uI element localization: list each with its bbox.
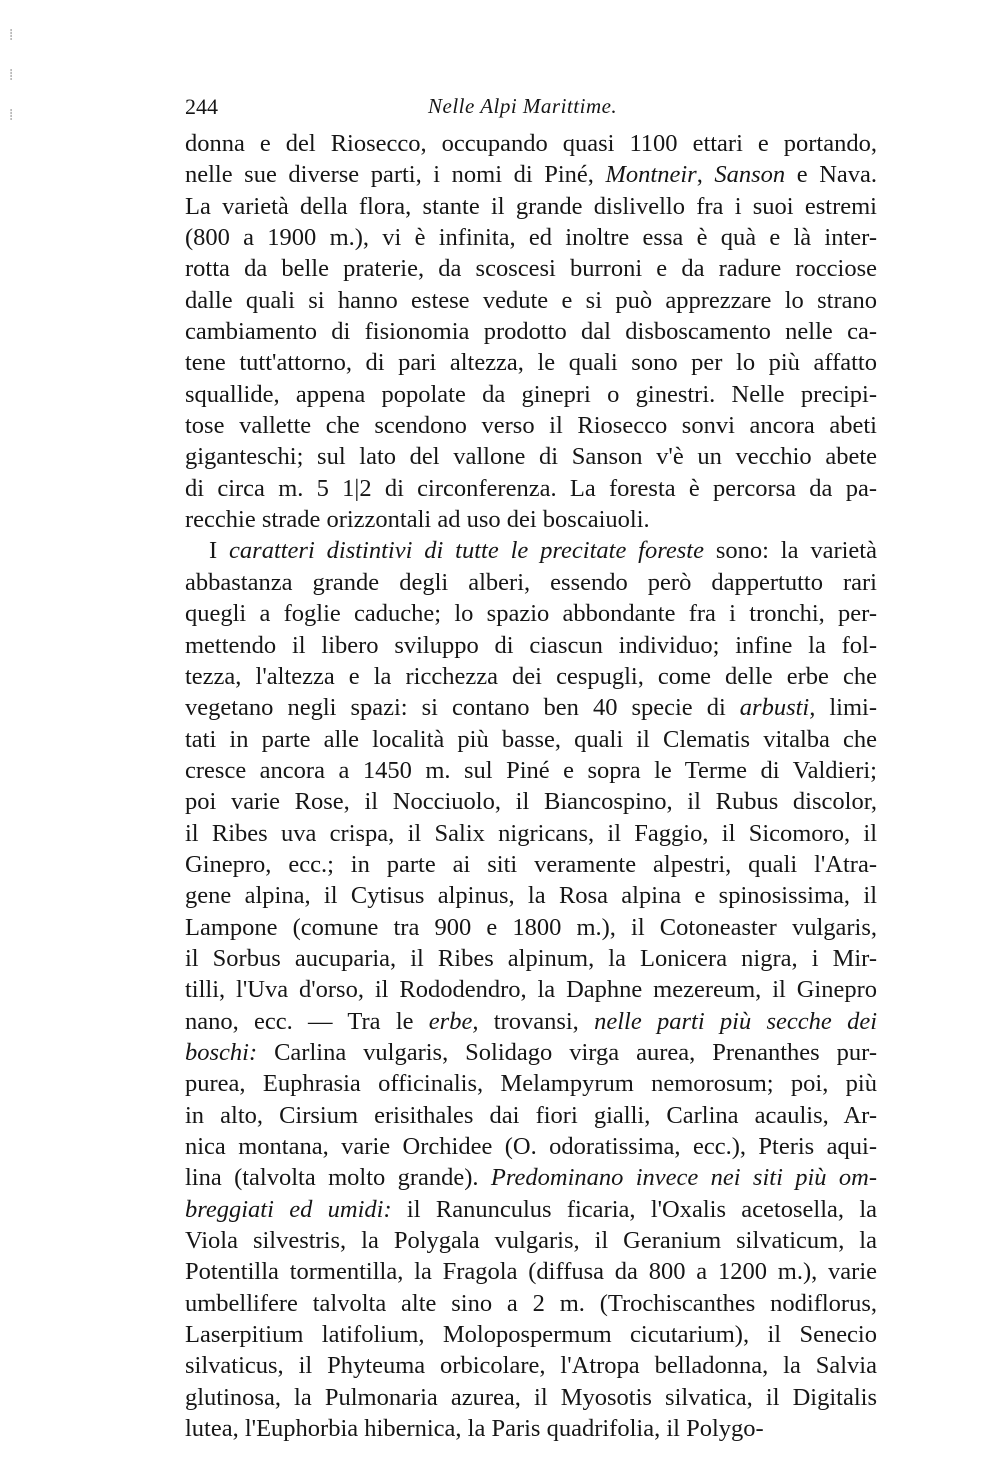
scan-artifact: ┊ bbox=[8, 70, 15, 81]
text-line bbox=[185, 159, 877, 190]
text-line bbox=[185, 379, 877, 410]
text-run: purea, Euphrasia officinalis, Melampyrum nemorosum; poi, più bbox=[185, 1070, 877, 1098]
text-run: lina (talvolta molto grande). bbox=[185, 1164, 491, 1192]
text-run: il Sorbus aucuparia, il Ribes alpinum, la Lonicera nigra, i Mir- bbox=[185, 944, 877, 972]
text-line bbox=[185, 943, 877, 974]
page-number: 244 bbox=[185, 94, 218, 119]
text-run: poi varie Rose, il Nocciuolo, il Biancospino, il Rubus discolor, bbox=[185, 788, 877, 816]
text-line bbox=[185, 1037, 877, 1068]
text-run: mettendo il libero sviluppo di ciascun individuo; infine la fol- bbox=[185, 631, 877, 659]
italic-text-run: arbusti, bbox=[739, 694, 816, 722]
text-line bbox=[185, 755, 877, 786]
text-run: I bbox=[209, 537, 230, 565]
text-line bbox=[185, 880, 877, 911]
text-run: abbastanza grande degli alberi, essendo però dappertutto rari bbox=[185, 568, 877, 596]
text-run: nano, ecc. — Tra le bbox=[185, 1007, 429, 1035]
text-run: Ginepro, ecc.; in parte ai siti veramente alpestri, quali l'Atra- bbox=[185, 850, 877, 878]
italic-text-run: breggiati ed umidi: bbox=[185, 1195, 392, 1223]
italic-text-run: boschi: bbox=[185, 1038, 258, 1066]
text-run: il Ranunculus ficaria, l'Oxalis acetosella, la bbox=[391, 1195, 877, 1223]
text-line bbox=[185, 1288, 877, 1319]
text-line bbox=[185, 1350, 877, 1381]
text-line bbox=[185, 347, 877, 378]
text-line bbox=[185, 1131, 877, 1162]
text-run: il Ribes uva crispa, il Salix nigricans, il Faggio, il Sicomoro, il bbox=[185, 819, 877, 847]
scan-artifact: ┊ bbox=[8, 110, 15, 121]
text-run: sono: la varietà bbox=[703, 537, 877, 565]
text-line bbox=[185, 786, 877, 817]
text-line bbox=[185, 441, 877, 472]
text-line bbox=[185, 253, 877, 284]
text-run: trovansi, bbox=[478, 1007, 595, 1035]
text-run: quegli a foglie caduche; lo spazio abbondante fra i tronchi, per- bbox=[185, 600, 877, 628]
text-line bbox=[185, 1256, 877, 1287]
italic-text-run: nelle parti più secche dei bbox=[594, 1007, 878, 1035]
text-line bbox=[185, 974, 877, 1005]
text-line bbox=[185, 191, 877, 222]
text-run: tilli, l'Uva d'orso, il Rododendro, la Daphne mezereum, il Ginepro bbox=[185, 976, 877, 1004]
text-line bbox=[185, 598, 877, 629]
text-run: giganteschi; sul lato del vallone di Sanson v'è un vecchio abete bbox=[185, 443, 877, 471]
text-line bbox=[185, 1319, 877, 1350]
text-run: dalle quali si hanno estese vedute e si può apprezzare lo strano bbox=[185, 286, 877, 314]
text-line bbox=[185, 1100, 877, 1131]
text-run: e Nava. bbox=[785, 161, 878, 189]
text-run: recchie strade orizzontali ad uso dei boscaiuoli. bbox=[185, 506, 650, 534]
text-line bbox=[185, 661, 877, 692]
text-run: nica montana, varie Orchidee (O. odoratissima, ecc.), Pteris aqui- bbox=[185, 1133, 877, 1160]
text-line bbox=[185, 818, 877, 849]
text-line bbox=[185, 849, 877, 880]
text-run: La varietà della flora, stante il grande dislivello fra i suoi estremi bbox=[185, 192, 877, 220]
text-line bbox=[185, 724, 877, 755]
body-text bbox=[185, 128, 877, 1444]
text-run: rotta da belle praterie, da scoscesi burroni e da radure rocciose bbox=[185, 255, 877, 283]
text-line bbox=[185, 567, 877, 598]
text-line bbox=[185, 316, 877, 347]
text-run: cambiamento di fisionomia prodotto dal disboscamento nelle ca- bbox=[185, 318, 877, 346]
text-line bbox=[185, 692, 877, 723]
text-run: Lampone (comune tra 900 e 1800 m.), il Cotoneaster vulgaris, bbox=[185, 913, 877, 941]
text-line bbox=[185, 128, 877, 159]
text-run: donna e del Riosecco, occupando quasi 1100 ettari e portando, bbox=[185, 130, 877, 157]
text-line bbox=[185, 1194, 877, 1225]
text-line bbox=[185, 222, 877, 253]
text-run: cresce ancora a 1450 m. sul Piné e sopra le Terme di Valdieri; bbox=[185, 756, 877, 784]
text-line bbox=[185, 912, 877, 943]
text-run: (800 a 1900 m.), vi è infinita, ed inoltre essa è quà e là inter- bbox=[185, 224, 877, 252]
text-line bbox=[185, 285, 877, 316]
text-run: in alto, Cirsium erisithales dai fiori gialli, Carlina acaulis, Ar- bbox=[185, 1101, 877, 1129]
text-line bbox=[185, 1068, 877, 1099]
running-title: Nelle Alpi Marittime. bbox=[428, 94, 618, 118]
text-run: squallide, appena popolate da ginepri o ginestri. Nelle precipi- bbox=[185, 380, 877, 408]
italic-text-run: caratteri distintivi di tutte le precitate foreste bbox=[229, 537, 704, 565]
text-line bbox=[185, 1225, 877, 1256]
page-header bbox=[185, 94, 875, 128]
text-run: vegetano negli spazi: si contano ben 40 specie di bbox=[185, 694, 740, 722]
text-run: , bbox=[696, 161, 715, 189]
text-run: umbellifere talvolta alte sino a 2 m. (Trochiscanthes nodiflorus, bbox=[185, 1289, 877, 1317]
text-line bbox=[185, 1382, 877, 1413]
text-line bbox=[185, 1162, 877, 1193]
text-run: di circa m. 5 1|2 di circonferenza. La foresta è percorsa da pa- bbox=[185, 474, 877, 502]
text-run: nelle sue diverse parti, i nomi di Piné, bbox=[185, 161, 606, 189]
italic-text-run: Sanson bbox=[714, 161, 786, 189]
italic-text-run: Predominano invece nei siti più om- bbox=[490, 1164, 877, 1192]
text-run: limi- bbox=[815, 694, 877, 722]
text-run: gene alpina, il Cytisus alpinus, la Rosa alpina e spinosissima, il bbox=[185, 882, 877, 910]
text-run: Laserpitium latifolium, Molopospermum cicutarium), il Senecio bbox=[185, 1321, 877, 1349]
text-line bbox=[185, 473, 877, 504]
italic-text-run: erbe, bbox=[428, 1007, 479, 1035]
text-run: silvaticus, il Phyteuma orbicolare, l'Atropa belladonna, la Salvia bbox=[185, 1352, 877, 1380]
text-run: lutea, l'Euphorbia hibernica, la Paris quadrifolia, il Polygo- bbox=[185, 1415, 764, 1443]
text-line bbox=[185, 504, 877, 535]
text-run: tene tutt'attorno, di pari altezza, le quali sono per lo più affatto bbox=[185, 349, 877, 377]
text-line bbox=[185, 630, 877, 661]
text-run: tezza, l'altezza e la ricchezza dei cespugli, come delle erbe che bbox=[185, 662, 877, 690]
text-line bbox=[185, 535, 877, 566]
text-line bbox=[185, 1413, 877, 1444]
text-run: glutinosa, la Pulmonaria azurea, il Myosotis silvatica, il Digitalis bbox=[185, 1383, 877, 1411]
text-line bbox=[185, 410, 877, 441]
text-line bbox=[185, 1006, 877, 1037]
text-run: Potentilla tormentilla, la Fragola (diffusa da 800 a 1200 m.), varie bbox=[185, 1258, 877, 1286]
text-run: tati in parte alle località più basse, quali il Clematis vitalba che bbox=[185, 725, 877, 753]
text-run: Viola silvestris, la Polygala vulgaris, il Geranium silvaticum, la bbox=[185, 1227, 877, 1255]
scan-artifact: ┊ bbox=[8, 30, 15, 41]
italic-text-run: Montneir bbox=[605, 161, 697, 189]
text-run: tose vallette che scendono verso il Riosecco sonvi ancora abeti bbox=[185, 412, 877, 440]
text-run: Carlina vulgaris, Solidago virga aurea, Prenanthes pur- bbox=[257, 1038, 877, 1066]
